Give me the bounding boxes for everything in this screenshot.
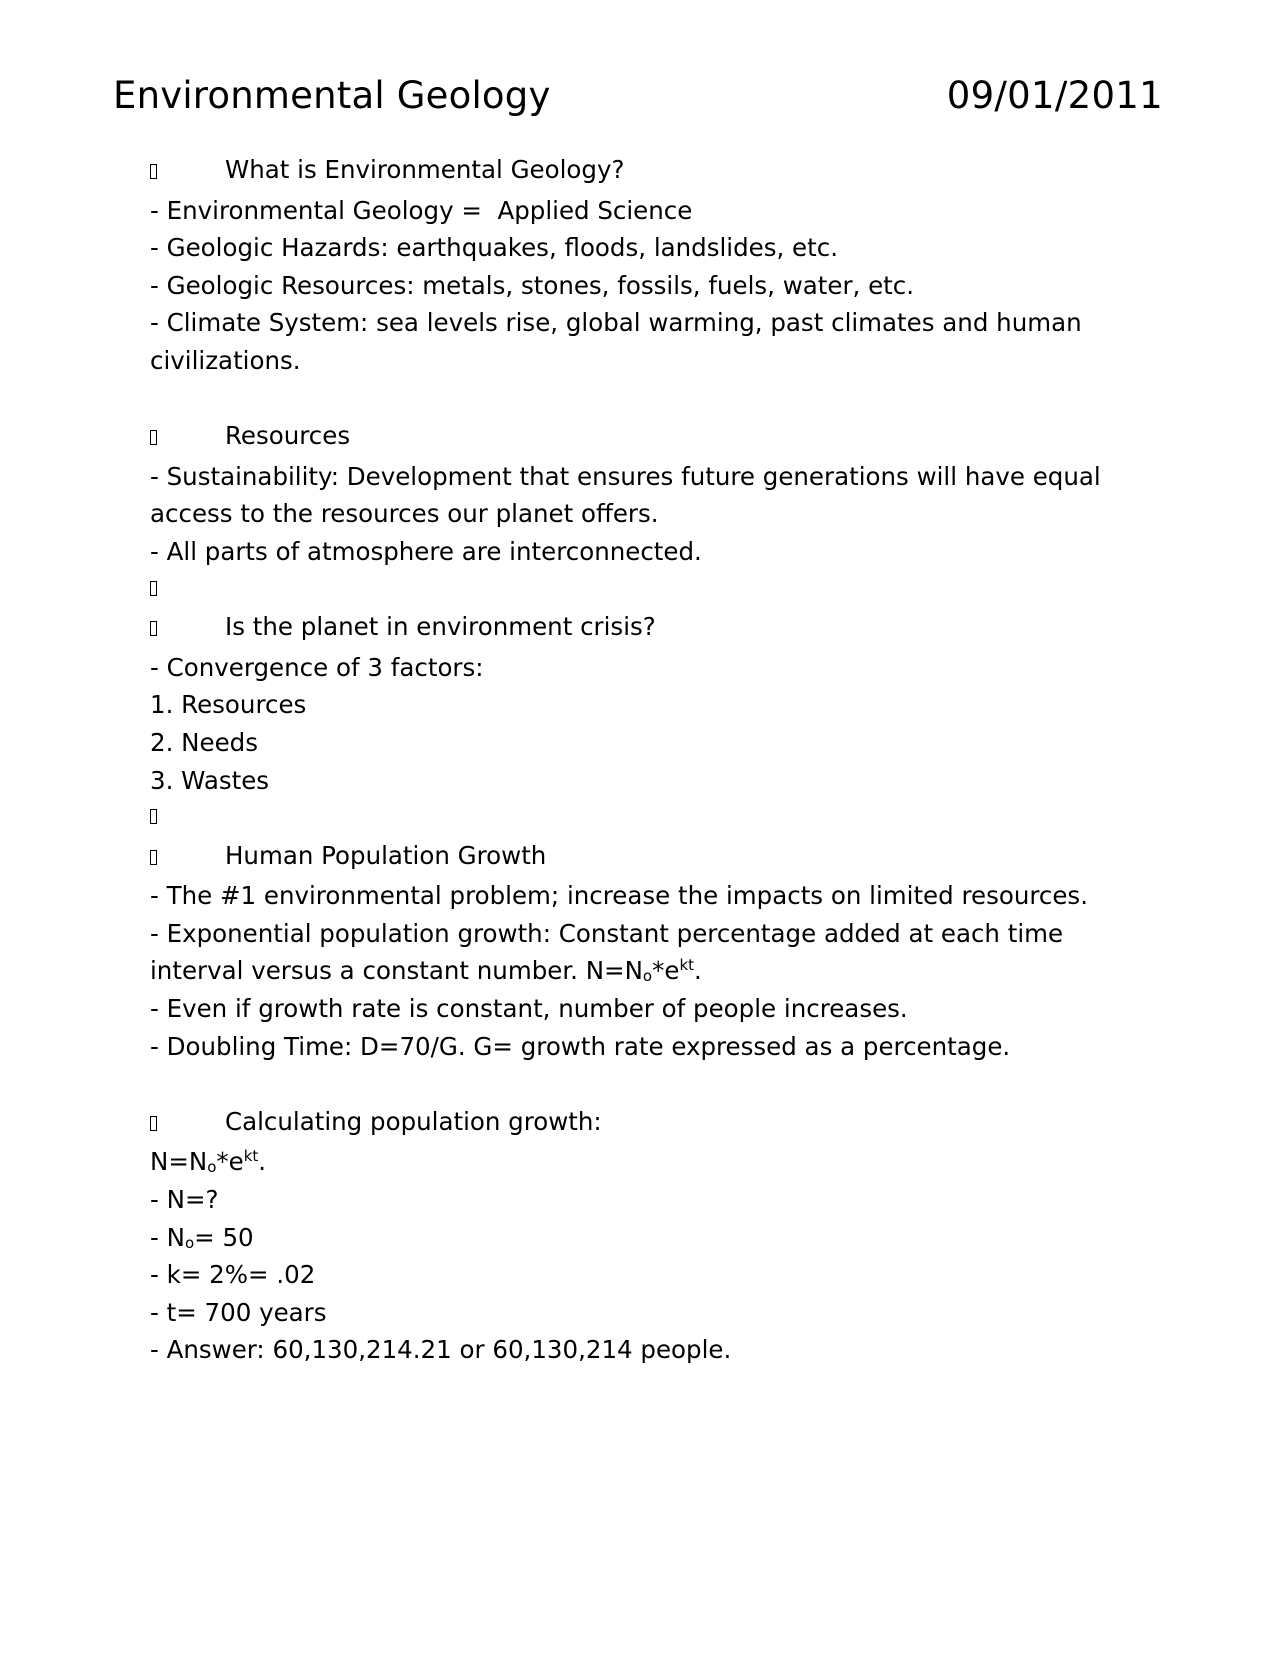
note-line: - The #1 environmental problem; increase the impacts on limited resources. [150,881,1088,911]
bullet-box-icon [150,1106,225,1144]
note-line-n0 [150,1219,1160,1257]
list-item: 1. Resources [150,690,307,720]
section-heading [150,837,1160,878]
bullet-box-icon [150,611,225,649]
formula-subscript: o [642,967,653,986]
document-date: 09/01/2011 [946,74,1163,117]
note-line: - Geologic Resources: metals, stones, fossils, fuels, water, etc. [150,270,915,300]
note-line: - N=? [150,1185,219,1215]
section-heading [150,417,1160,458]
empty-bullet-line [150,571,1160,609]
formula-end: . [258,1147,267,1177]
n0-subscript: o [184,1233,195,1252]
section-heading [150,151,1160,192]
formula-mid: *e [652,956,680,986]
note-line: - Even if growth rate is constant, number of people increases. [150,994,908,1024]
n0-prefix: - N [150,1222,185,1252]
n0-value: = 50 [194,1222,254,1252]
note-line-formula [150,915,1160,990]
note-line: - Convergence of 3 factors: [150,652,484,682]
blank-line [150,380,1160,418]
note-line: - Answer: 60,130,214.21 or 60,130,214 people. [150,1335,732,1365]
formula-superscript: kt [679,956,695,975]
bullet-box-icon [150,799,225,837]
formula-subscript: o [207,1158,217,1177]
formula-superscript: kt [243,1147,259,1166]
document-header [113,72,1163,120]
note-line: - t= 700 years [150,1297,327,1327]
formula-lhs: N=N [150,1147,208,1177]
bullet-box-icon [150,154,225,192]
note-line: - All parts of atmosphere are interconnected. [150,536,702,566]
note-line: - Sustainability: Development that ensures future generations will have equal access to the resources our planet offers. [150,461,1109,529]
formula-mid: *e [216,1147,244,1177]
formula-prefix-text: - Exponential population growth: Constant percentage added at each time interval versus a constant number. N=N [150,918,1071,986]
formula-end: . [694,956,702,986]
section-heading [150,608,1160,649]
section-heading [150,1103,1160,1144]
note-line: - k= 2%= .02 [150,1260,316,1290]
note-line: - Geologic Hazards: earthquakes, floods, landslides, etc. [150,233,838,263]
section-heading-text: Resources [225,421,351,451]
section-heading-text: Calculating population growth: [225,1106,602,1136]
list-item: 2. Needs [150,727,258,757]
list-item: 3. Wastes [150,765,270,795]
empty-bullet-line [150,799,1160,837]
blank-line [150,1065,1160,1103]
note-line: - Doubling Time: D=70/G. G= growth rate expressed as a percentage. [150,1031,1011,1061]
section-heading-text: Human Population Growth [225,840,547,870]
bullet-box-icon [150,840,225,878]
note-line: - Environmental Geology = Applied Science [150,195,693,225]
bullet-box-icon [150,420,225,458]
document-title: Environmental Geology [113,74,551,117]
formula-line [150,1143,1160,1181]
section-heading-text: What is Environmental Geology? [225,155,625,184]
section-heading-text: Is the planet in environment crisis? [225,612,656,642]
notes-body [150,151,1160,1369]
note-line: - Climate System: sea levels rise, global warming, past climates and human civilizations. [150,308,1090,375]
bullet-box-icon [150,571,225,609]
